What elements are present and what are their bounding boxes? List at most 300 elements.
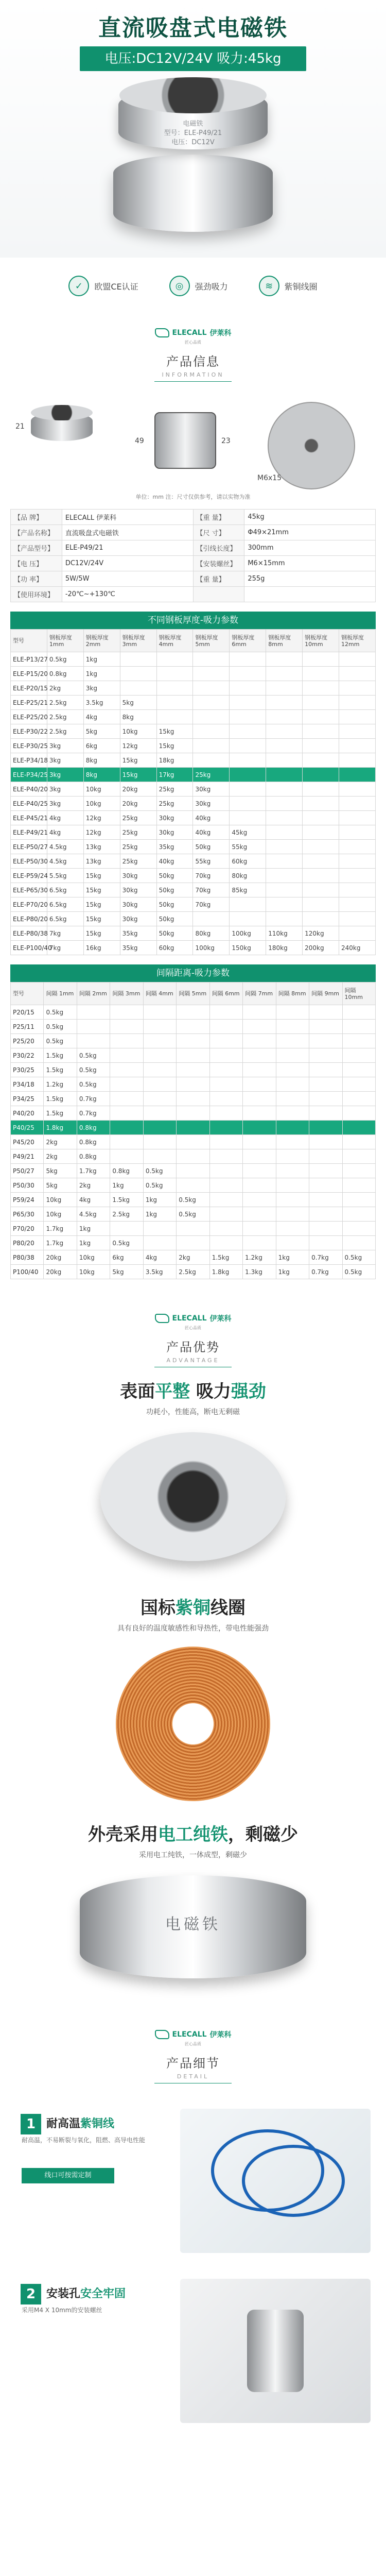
coil-icon: ≋ xyxy=(259,276,279,296)
model-cell: ELE-P70/20 xyxy=(11,897,47,912)
force-cell: 2.5kg xyxy=(47,724,83,739)
force-cell xyxy=(276,1149,309,1164)
adv-subtitle: 具有良好的温度敏感性和导热性，带电性能强劲 xyxy=(117,1624,269,1633)
force-cell: 1.8kg xyxy=(44,1121,77,1135)
force-cell: 1kg xyxy=(110,1178,143,1193)
feature-ce: ✓ 欧盟CE认证 xyxy=(68,276,138,296)
force-cell xyxy=(339,840,376,854)
info-key: 【产品名称】 xyxy=(11,525,62,540)
column-header: 间隔 8mm xyxy=(276,982,309,1005)
force-cell: 4kg xyxy=(83,710,120,724)
model-cell: P30/22 xyxy=(11,1048,44,1063)
table-row xyxy=(11,1063,376,1077)
detail-number: 1 xyxy=(21,2114,41,2134)
model-cell: P40/20 xyxy=(11,1106,44,1121)
column-header: 钢板厚度 12mm xyxy=(339,630,376,652)
force-cell: 1.7kg xyxy=(44,1222,77,1236)
force-cell xyxy=(339,811,376,825)
force-cell xyxy=(209,1135,242,1149)
feature-strip xyxy=(0,258,386,314)
ce-icon: ✓ xyxy=(68,276,89,296)
force-cell: 30kg xyxy=(193,782,230,796)
force-cell xyxy=(209,1020,242,1034)
force-cell xyxy=(276,1034,309,1048)
unit-note: 单位：mm 注：尺寸仅供参考，请以实物为准 xyxy=(135,494,251,500)
table-row xyxy=(11,1020,376,1034)
model-cell: P59/24 xyxy=(11,1193,44,1207)
force-cell: 40kg xyxy=(156,854,193,869)
info-row xyxy=(11,571,376,587)
force-cell xyxy=(243,1121,276,1135)
force-cell xyxy=(156,710,193,724)
model-cell: ELE-P50/30 xyxy=(11,854,47,869)
force-cell xyxy=(209,1063,242,1077)
force-cell: 20kg xyxy=(120,782,156,796)
force-cell xyxy=(110,1121,143,1135)
force-cell: 3.5kg xyxy=(83,696,120,710)
force-cell xyxy=(266,768,303,782)
force-cell: 0.5kg xyxy=(44,1020,77,1034)
force-cell xyxy=(339,883,376,897)
force-cell xyxy=(276,1063,309,1077)
detail-mount-hole xyxy=(10,2268,376,2433)
force-cell xyxy=(303,782,339,796)
force-cell: 0.7kg xyxy=(77,1092,110,1106)
force-cell: 30kg xyxy=(193,796,230,811)
force-cell xyxy=(193,696,230,710)
model-cell: ELE-P65/30 xyxy=(11,883,47,897)
force-cell xyxy=(276,1092,309,1106)
model-cell: ELE-P80/38 xyxy=(11,926,47,941)
force-cell xyxy=(177,1149,209,1164)
force-cell xyxy=(193,652,230,667)
force-cell: 6kg xyxy=(110,1250,143,1265)
force-cell: 10kg xyxy=(44,1193,77,1207)
model-cell: P45/20 xyxy=(11,1135,44,1149)
force-cell xyxy=(339,768,376,782)
adv-section-header: ELECALL 伊莱科 匠心品质 产品优势 ADVANTAGE xyxy=(0,1300,386,1377)
table-row xyxy=(11,652,376,667)
info-key: 【引线长度】 xyxy=(193,540,244,556)
force-cell: 16kg xyxy=(83,941,120,955)
force-cell: 6.5kg xyxy=(47,897,83,912)
section-title: 产品细节 xyxy=(166,2056,220,2071)
force-cell: 85kg xyxy=(230,883,266,897)
table-row xyxy=(11,796,376,811)
force-cell xyxy=(110,1092,143,1106)
force-cell: 35kg xyxy=(156,840,193,854)
force-cell xyxy=(266,840,303,854)
force-cell xyxy=(303,869,339,883)
force-cell: 0.7kg xyxy=(77,1106,110,1121)
force-cell xyxy=(339,912,376,926)
force-cell: 3kg xyxy=(47,739,83,753)
force-cell: 50kg xyxy=(156,897,193,912)
force-cell xyxy=(339,926,376,941)
force-cell xyxy=(120,681,156,696)
info-section-header: ELECALL 伊莱科 匠心品质 产品信息 INFORMATION xyxy=(0,314,386,392)
force-cell xyxy=(209,1236,242,1250)
adv-title: 国标紫铜线圈 xyxy=(141,1598,245,1618)
magnet-side-view xyxy=(154,412,216,469)
brand-logo: ELECALL 伊莱科 xyxy=(155,328,232,338)
column-header: 钢板厚度 2mm xyxy=(83,630,120,652)
force-cell: 50kg xyxy=(193,840,230,854)
force-cell: 10kg xyxy=(44,1207,77,1222)
section-title: 产品信息 xyxy=(166,354,220,369)
model-cell: P20/15 xyxy=(11,1005,44,1020)
table-row xyxy=(11,710,376,724)
column-header: 间隔 1mm xyxy=(44,982,77,1005)
force-cell xyxy=(309,1149,342,1164)
force-cell xyxy=(303,768,339,782)
table-row xyxy=(11,912,376,926)
model-cell: ELE-P45/21 xyxy=(11,811,47,825)
table-row xyxy=(11,825,376,840)
force-cell: 7kg xyxy=(47,941,83,955)
adv-copper-coil xyxy=(0,1594,386,1820)
table-row xyxy=(11,1092,376,1106)
force-cell xyxy=(209,1005,242,1020)
force-cell: 25kg xyxy=(120,840,156,854)
force-cell: 1.5kg xyxy=(44,1063,77,1077)
force-cell: 45kg xyxy=(230,825,266,840)
force-cell: 1.5kg xyxy=(209,1250,242,1265)
force-cell xyxy=(303,710,339,724)
force-cell: 0.5kg xyxy=(177,1207,209,1222)
force-cell xyxy=(230,912,266,926)
force-cell: 0.5kg xyxy=(47,652,83,667)
force-cell xyxy=(303,825,339,840)
force-cell xyxy=(193,912,230,926)
force-cell xyxy=(193,739,230,753)
model-cell: P50/27 xyxy=(11,1164,44,1178)
force-cell xyxy=(177,1063,209,1077)
force-cell xyxy=(266,753,303,768)
force-cell: 3kg xyxy=(47,768,83,782)
force-cell xyxy=(276,1207,309,1222)
column-header: 间隔 9mm xyxy=(309,982,342,1005)
table-row xyxy=(11,1005,376,1020)
column-header: 钢板厚度 4mm xyxy=(156,630,193,652)
force-cell: 0.5kg xyxy=(110,1236,143,1250)
force-cell: 2kg xyxy=(44,1149,77,1164)
force-cell xyxy=(110,1149,143,1164)
dimension-drawing xyxy=(0,392,386,505)
force-cell xyxy=(276,1106,309,1121)
table-row xyxy=(11,869,376,883)
force-cell xyxy=(342,1005,375,1020)
force-cell: 0.8kg xyxy=(110,1164,143,1178)
bolt-image xyxy=(247,2310,304,2392)
detail-text: 耐高温，不易断裂与氧化，阻燃、高导电性能 xyxy=(22,2137,146,2144)
force-cell: 12kg xyxy=(120,739,156,753)
column-header: 间隔 10mm xyxy=(342,982,375,1005)
force-cell: 2.5kg xyxy=(47,696,83,710)
force-cell xyxy=(143,1092,176,1106)
force-cell xyxy=(230,811,266,825)
table-row xyxy=(11,724,376,739)
force-cell: 30kg xyxy=(120,912,156,926)
force-cell xyxy=(266,652,303,667)
detail-copper-wire xyxy=(10,2098,376,2263)
force-cell: 0.8kg xyxy=(77,1149,110,1164)
force-cell: 50kg xyxy=(156,869,193,883)
force-cell xyxy=(77,1005,110,1020)
force-cell: 6.5kg xyxy=(47,912,83,926)
force-cell xyxy=(230,681,266,696)
force-cell xyxy=(110,1106,143,1121)
force-cell: 30kg xyxy=(120,883,156,897)
feature-force: ◎ 强劲吸力 xyxy=(169,276,228,296)
force-cell xyxy=(177,1236,209,1250)
force-cell xyxy=(266,883,303,897)
force-cell: 12kg xyxy=(83,811,120,825)
force-cell xyxy=(342,1121,375,1135)
force-cell: 15kg xyxy=(120,768,156,782)
model-cell: ELE-P30/22 xyxy=(11,724,47,739)
force-cell xyxy=(110,1020,143,1034)
force-cell: 55kg xyxy=(230,840,266,854)
adv-title: 外壳采用电工纯铁，剩磁少 xyxy=(88,1824,298,1845)
force-cell: 15kg xyxy=(156,739,193,753)
force-cell: 50kg xyxy=(156,883,193,897)
magnet-image-bottom xyxy=(113,155,273,232)
dim-screw: M6x15 xyxy=(257,474,282,482)
force-cell xyxy=(276,1005,309,1020)
info-value: DC12V/24V xyxy=(62,556,193,571)
model-cell: P25/11 xyxy=(11,1020,44,1034)
force-cell xyxy=(339,710,376,724)
force-cell xyxy=(339,869,376,883)
force-cell: 35kg xyxy=(120,941,156,955)
force-cell: 12kg xyxy=(83,825,120,840)
force-cell xyxy=(342,1135,375,1149)
force-cell xyxy=(177,1005,209,1020)
force-cell: 30kg xyxy=(156,825,193,840)
model-cell: P100/40 xyxy=(11,1265,44,1279)
force-cell: 1kg xyxy=(77,1236,110,1250)
info-key: 【重 量】 xyxy=(193,510,244,525)
force-cell: 0.5kg xyxy=(44,1034,77,1048)
force-cell: 20kg xyxy=(44,1250,77,1265)
divider xyxy=(154,381,232,382)
column-header: 钢板厚度 5mm xyxy=(193,630,230,652)
force-cell xyxy=(177,1135,209,1149)
force-cell xyxy=(303,696,339,710)
force-cell xyxy=(342,1048,375,1063)
force-cell xyxy=(177,1020,209,1034)
info-row xyxy=(11,587,376,602)
spec-banner: 电压:DC12V/24V 吸力:45kg xyxy=(80,46,306,71)
force-cell: 7kg xyxy=(47,926,83,941)
detail-section-header: ELECALL 伊莱科 匠心品质 产品细节 DETAIL xyxy=(0,2016,386,2093)
force-cell xyxy=(209,1164,242,1178)
brand-logo: ELECALL 伊莱科 xyxy=(155,2029,232,2040)
force-cell: 8kg xyxy=(83,753,120,768)
model-cell: P70/20 xyxy=(11,1222,44,1236)
force-cell xyxy=(143,1149,176,1164)
info-value: M6×15mm xyxy=(244,556,376,571)
force-cell xyxy=(177,1034,209,1048)
dim-inner: 23 xyxy=(221,437,231,445)
brand-logo-icon xyxy=(155,1314,169,1323)
force-cell: 5kg xyxy=(44,1164,77,1178)
model-cell: P49/21 xyxy=(11,1149,44,1164)
force-cell xyxy=(120,667,156,681)
table-row xyxy=(11,811,376,825)
force-cell: 20kg xyxy=(44,1265,77,1279)
force-cell: 18kg xyxy=(156,753,193,768)
force-cell xyxy=(276,1048,309,1063)
model-cell: ELE-P100/40 xyxy=(11,941,47,955)
force-cell xyxy=(110,1034,143,1048)
force-cell: 1kg xyxy=(276,1265,309,1279)
force-cell xyxy=(243,1034,276,1048)
force-cell: 2kg xyxy=(47,681,83,696)
force-cell: 5kg xyxy=(83,724,120,739)
info-value: ELE-P49/21 xyxy=(62,540,193,556)
force-cell: 0.8kg xyxy=(77,1121,110,1135)
gap-force-table xyxy=(10,982,376,1279)
force-cell xyxy=(209,1092,242,1106)
adv-iron-shell xyxy=(0,1820,386,2016)
info-value: 300mm xyxy=(244,540,376,556)
model-cell: P80/20 xyxy=(11,1236,44,1250)
force-cell: 3kg xyxy=(83,681,120,696)
force-cell xyxy=(110,1222,143,1236)
force-cell: 10kg xyxy=(120,724,156,739)
force-cell: 40kg xyxy=(193,811,230,825)
force-cell: 0.7kg xyxy=(309,1265,342,1279)
force-cell xyxy=(276,1193,309,1207)
column-header: 间隔 6mm xyxy=(209,982,242,1005)
force-cell xyxy=(266,681,303,696)
force-cell xyxy=(209,1222,242,1236)
force-cell xyxy=(243,1048,276,1063)
force-cell: 15kg xyxy=(120,753,156,768)
force-cell xyxy=(177,1121,209,1135)
info-value: ELECALL 伊莱科 xyxy=(62,510,193,525)
adv-flat-surface xyxy=(0,1377,386,1594)
force-cell: 15kg xyxy=(83,897,120,912)
table-row xyxy=(11,1121,376,1135)
force-cell xyxy=(309,1178,342,1193)
force-cell: 0.8kg xyxy=(77,1135,110,1149)
force-cell xyxy=(339,897,376,912)
info-value: Φ49×21mm xyxy=(244,525,376,540)
model-cell: ELE-P40/25 xyxy=(11,796,47,811)
force-cell xyxy=(342,1164,375,1178)
column-header: 钢板厚度 1mm xyxy=(47,630,83,652)
dim-height: 21 xyxy=(15,422,25,431)
force-cell: 1.7kg xyxy=(77,1164,110,1178)
info-row xyxy=(11,540,376,556)
force-cell: 4kg xyxy=(77,1193,110,1207)
force-cell xyxy=(110,1063,143,1077)
force-cell xyxy=(243,1164,276,1178)
force-cell: 150kg xyxy=(230,941,266,955)
force-cell: 60kg xyxy=(156,941,193,955)
force-cell: 4.5kg xyxy=(47,854,83,869)
adv-title: 表面平整 吸力强劲 xyxy=(120,1381,266,1402)
force-cell xyxy=(309,1020,342,1034)
detail-title: 安装孔安全牢固 xyxy=(46,2287,126,2300)
force-cell: 70kg xyxy=(193,883,230,897)
magnet-engraving: 电磁铁 型号：ELE-P49/21 电压：DC12V xyxy=(164,120,222,146)
table-row xyxy=(11,926,376,941)
force-cell: 35kg xyxy=(120,926,156,941)
force-cell: 2kg xyxy=(77,1178,110,1193)
table-row xyxy=(11,1178,376,1193)
info-row xyxy=(11,525,376,540)
force-cell xyxy=(342,1207,375,1222)
force-cell xyxy=(193,753,230,768)
table-row xyxy=(11,782,376,796)
force-cell xyxy=(309,1164,342,1178)
force-cell: 80kg xyxy=(230,869,266,883)
model-cell: ELE-P80/20 xyxy=(11,912,47,926)
model-cell: P30/25 xyxy=(11,1063,44,1077)
model-cell: ELE-P15/20 xyxy=(11,667,47,681)
force-cell xyxy=(193,710,230,724)
table-row xyxy=(11,1077,376,1092)
hero-title: 直流吸盘式电磁铁 xyxy=(98,15,288,41)
force-cell: 1kg xyxy=(83,652,120,667)
force-cell xyxy=(266,811,303,825)
table-row xyxy=(11,739,376,753)
force-cell xyxy=(303,912,339,926)
force-cell: 25kg xyxy=(156,782,193,796)
table-row xyxy=(11,1149,376,1164)
force-cell: 70kg xyxy=(193,869,230,883)
force-cell: 1.5kg xyxy=(44,1048,77,1063)
force-cell xyxy=(209,1106,242,1121)
force-cell: 100kg xyxy=(193,941,230,955)
mount-photo xyxy=(180,2279,371,2423)
info-key: 【产品型号】 xyxy=(11,540,62,556)
force-cell: 0.7kg xyxy=(309,1250,342,1265)
force-cell xyxy=(303,796,339,811)
force-cell: 50kg xyxy=(156,926,193,941)
column-header: 间隔 7mm xyxy=(243,982,276,1005)
force-cell: 25kg xyxy=(120,854,156,869)
force-cell xyxy=(230,768,266,782)
force-cell xyxy=(143,1077,176,1092)
force-cell: 30kg xyxy=(120,897,156,912)
force-cell xyxy=(143,1005,176,1020)
wire-photo xyxy=(180,2109,371,2253)
force-cell: 1.5kg xyxy=(44,1106,77,1121)
force-cell: 0.5kg xyxy=(177,1193,209,1207)
force-cell: 0.8kg xyxy=(47,667,83,681)
force-cell xyxy=(177,1164,209,1178)
force-cell: 2.5kg xyxy=(47,710,83,724)
force-cell: 15kg xyxy=(83,912,120,926)
force-cell xyxy=(110,1005,143,1020)
force-cell xyxy=(342,1077,375,1092)
info-key: 【安装螺丝】 xyxy=(193,556,244,571)
model-cell: P65/30 xyxy=(11,1207,44,1222)
force-cell xyxy=(230,724,266,739)
force-cell xyxy=(303,652,339,667)
force-cell: 240kg xyxy=(339,941,376,955)
model-cell: ELE-P50/27 xyxy=(11,840,47,854)
force-cell: 20kg xyxy=(120,796,156,811)
force-cell: 1.2kg xyxy=(243,1250,276,1265)
model-cell: ELE-P20/15 xyxy=(11,681,47,696)
table-row xyxy=(11,840,376,854)
